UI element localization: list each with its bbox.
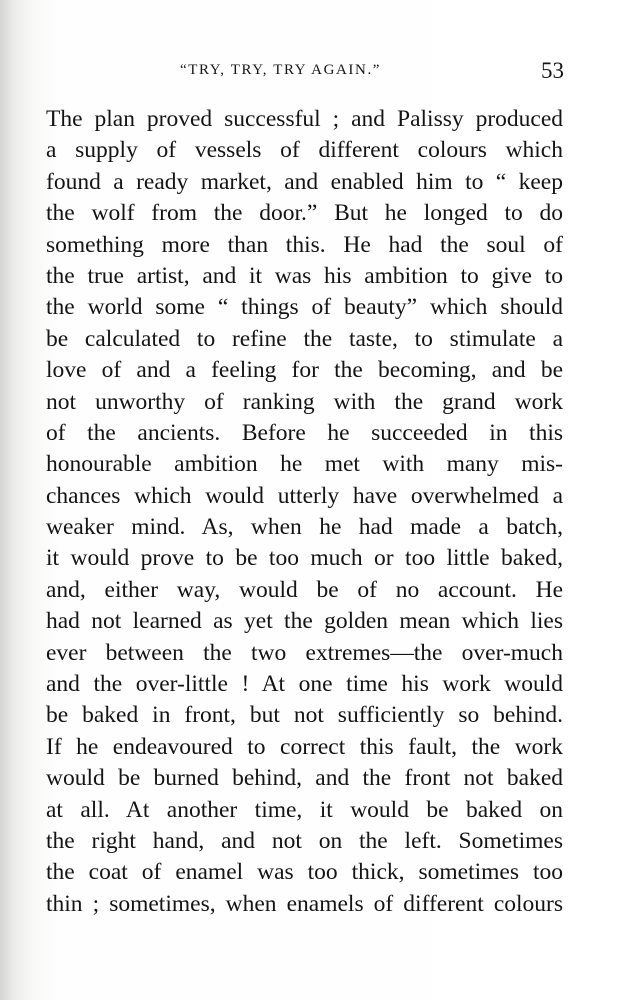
text-line: and, either way, would be of no account. He xyxy=(46,576,563,603)
text-line: and the over-little ! At one time his work would xyxy=(46,671,563,698)
text-line: of the ancients. Before he succeeded in this xyxy=(46,419,563,446)
text-line: If he endeavoured to correct this fault, the work xyxy=(46,733,563,760)
text-line: weaker mind. As, when he had made a batch, xyxy=(46,514,563,541)
text-line: had not learned as yet the golden mean which lies xyxy=(46,608,563,635)
text-line: the true artist, and it was his ambition to give to xyxy=(46,262,563,289)
text-line: at all. At another time, it would be baked on xyxy=(46,796,563,823)
text-line: the wolf from the door.” But he longed to do xyxy=(46,200,563,227)
text-line: be calculated to refine the taste, to stimulate a xyxy=(46,325,563,352)
body-paragraph xyxy=(46,104,563,920)
text-line: thin ; sometimes, when enamels of different colours xyxy=(46,890,563,917)
text-line: not unworthy of ranking with the grand work xyxy=(46,388,563,415)
text-line: love of and a feeling for the becoming, and be xyxy=(46,357,563,384)
text-line: found a ready market, and enabled him to “ keep xyxy=(46,168,563,195)
text-line: the world some “ things of beauty” which should xyxy=(46,294,563,321)
text-line: the right hand, and not on the left. Sometimes xyxy=(46,827,563,854)
text-line: The plan proved successful ; and Palissy produced xyxy=(46,106,563,132)
text-line: be baked in front, but not sufficiently so behind. xyxy=(46,702,563,729)
text-line: a supply of vessels of different colours which xyxy=(46,137,563,164)
text-line: honourable ambition he met with many mis- xyxy=(46,451,563,478)
running-title: “TRY, TRY, TRY AGAIN.” xyxy=(180,62,382,78)
text-line: would be burned behind, and the front not baked xyxy=(46,765,563,792)
text-line: something more than this. He had the soul of xyxy=(46,231,563,258)
text-line: chances which would utterly have overwhelmed a xyxy=(46,482,563,509)
text-line: the coat of enamel was too thick, sometimes too xyxy=(46,859,563,886)
text-line: it would prove to be too much or too little baked, xyxy=(46,545,563,572)
page-number: 53 xyxy=(541,58,564,83)
text-line: ever between the two extremes—the over-much xyxy=(46,639,563,666)
